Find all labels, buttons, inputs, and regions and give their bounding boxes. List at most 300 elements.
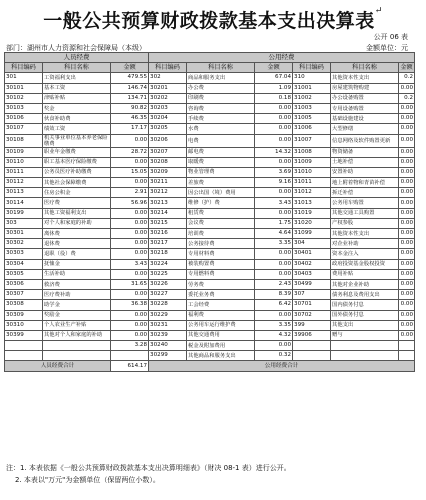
cell-amount: 0.00	[399, 114, 415, 124]
cell-name: 职工基本医疗保险缴费	[43, 157, 111, 167]
cell-code: 30214	[149, 208, 187, 218]
cell-code: 30224	[149, 259, 187, 269]
cell-code: 30109	[5, 147, 43, 157]
public-header: 公用经费	[149, 53, 415, 63]
table-row	[5, 147, 415, 157]
cell-amount: 0.00	[255, 157, 293, 167]
cell-name: 资本金注入	[331, 249, 399, 259]
table-row	[5, 134, 415, 147]
cell-name: 物资储备	[331, 147, 399, 157]
col-name-2: 科目名称	[187, 63, 255, 73]
cell-code: 30114	[5, 198, 43, 208]
cell-name: 对个人和家庭的补助	[43, 218, 111, 228]
cell-name: 拆迁补偿	[331, 188, 399, 198]
cell-amount: 0.00	[399, 249, 415, 259]
col-name-3: 科目名称	[331, 63, 399, 73]
cell-amount: 31.65	[111, 279, 149, 289]
col-code-1: 科目编码	[5, 63, 43, 73]
col-amount-1: 金额	[111, 63, 149, 73]
cell-code: 31005	[293, 114, 331, 124]
table-row	[5, 114, 415, 124]
cell-name: 手续费	[187, 114, 255, 124]
cell-name: 生活补助	[43, 269, 111, 279]
table-row	[5, 218, 415, 228]
expenditure-table	[4, 52, 415, 372]
col-code-3: 科目编码	[293, 63, 331, 73]
cell-name: 机关事业单位基本养老保险缴费	[43, 134, 111, 147]
table-row	[5, 188, 415, 198]
table-row	[5, 279, 415, 289]
cell-code: 30216	[149, 229, 187, 239]
cell-code: 30199	[5, 208, 43, 218]
cell-amount: 0.00	[399, 167, 415, 177]
cell-name: 其他资本性支出	[331, 229, 399, 239]
table-row	[5, 290, 415, 300]
table-row	[5, 167, 415, 177]
cell-amount: 0.00	[255, 114, 293, 124]
cell-amount: 0.00	[399, 188, 415, 198]
cell-amount: 4.32	[255, 330, 293, 340]
cell-amount: 3.28	[111, 341, 149, 351]
cell-name: 助学金	[43, 300, 111, 310]
cell-amount: 36.38	[111, 300, 149, 310]
cell-amount: 3.35	[255, 320, 293, 330]
public-total-label: 公用经费合计	[149, 361, 415, 371]
cell-amount: 0.00	[111, 269, 149, 279]
cell-code: 30702	[293, 310, 331, 320]
cell-code: 30101	[5, 83, 43, 93]
cell-code: 30208	[149, 157, 187, 167]
cell-code: 30203	[149, 103, 187, 113]
unit-label: 金额单位：元	[366, 44, 408, 52]
cell-code: 30202	[149, 93, 187, 103]
cell-amount: 0.00	[255, 259, 293, 269]
cell-code: 30206	[149, 134, 187, 147]
cell-code: 30403	[293, 269, 331, 279]
cell-amount: 56.96	[111, 198, 149, 208]
cell-name: 工会经费	[187, 300, 255, 310]
cell-name: 公务用车运行维护费	[187, 320, 255, 330]
cell-name: 水费	[187, 124, 255, 134]
cell-code: 30212	[149, 188, 187, 198]
cell-code: 30239	[149, 330, 187, 340]
cell-amount: 6.42	[255, 300, 293, 310]
cell-code: 31003	[293, 103, 331, 113]
cell-code: 31019	[293, 208, 331, 218]
cell-amount: 0.00	[399, 300, 415, 310]
table-row	[5, 341, 415, 351]
table-row	[5, 208, 415, 218]
cell-code: 31012	[293, 188, 331, 198]
cell-name: 劳务费	[187, 279, 255, 289]
cell-code: 303	[5, 218, 43, 228]
cell-code: 39906	[293, 330, 331, 340]
cell-amount: 46.35	[111, 114, 149, 124]
cell-code: 310	[293, 73, 331, 83]
cell-name: 取暖费	[187, 157, 255, 167]
table-row	[5, 73, 415, 83]
cell-name: 大型修缮	[331, 124, 399, 134]
cell-code: 30218	[149, 249, 187, 259]
col-name-1: 科目名称	[43, 63, 111, 73]
cell-amount: 0.00	[399, 83, 415, 93]
cell-name: 维修（护）费	[187, 198, 255, 208]
cell-name: 公务员医疗补助缴费	[43, 167, 111, 177]
cell-name: 办公费	[187, 83, 255, 93]
cell-amount: 15.05	[111, 167, 149, 177]
cell-code: 31010	[293, 167, 331, 177]
cell-code: 30102	[5, 93, 43, 103]
cell-name: 信息网络及软件购置更新	[331, 134, 399, 147]
cell-code: 399	[293, 320, 331, 330]
cell-name: 绩效工资	[43, 124, 111, 134]
cell-code: 30305	[5, 269, 43, 279]
cell-code: 30204	[149, 114, 187, 124]
cell-amount: 134.71	[111, 93, 149, 103]
cell-name	[43, 341, 111, 351]
cell-amount: 0.00	[399, 134, 415, 147]
cell-name: 其他交通工具购置	[331, 208, 399, 218]
table-row	[5, 83, 415, 93]
cell-name: 委托业务费	[187, 290, 255, 300]
cell-name: 奖金	[43, 103, 111, 113]
cell-name: 抚恤金	[43, 259, 111, 269]
cell-code: 30701	[293, 300, 331, 310]
cell-name: 税金及附加费用	[187, 341, 255, 351]
cell-name: 奖励金	[43, 310, 111, 320]
cell-name: 福利费	[187, 310, 255, 320]
cell-amount	[399, 341, 415, 351]
cell-name: 退休费	[43, 239, 111, 249]
cell-amount: 1.75	[255, 218, 293, 228]
cell-amount: 2.43	[255, 279, 293, 289]
cell-amount: 146.74	[111, 83, 149, 93]
table-row	[5, 249, 415, 259]
cell-name: 公务接待费	[187, 239, 255, 249]
cell-amount: 0.00	[255, 103, 293, 113]
cell-name: 被装购置费	[187, 259, 255, 269]
cell-amount: 0.00	[399, 330, 415, 340]
cell-amount: 0.00	[255, 124, 293, 134]
cell-name: 伙食补助费	[43, 114, 111, 124]
cell-name: 印刷费	[187, 93, 255, 103]
cell-code: 31009	[293, 157, 331, 167]
cell-code: 30217	[149, 239, 187, 249]
cell-code: 304	[293, 239, 331, 249]
cell-amount: 4.64	[255, 229, 293, 239]
table-row	[5, 300, 415, 310]
cell-amount: 0.00	[399, 290, 415, 300]
cell-code: 30110	[5, 157, 43, 167]
personnel-header: 人员经费	[5, 53, 149, 63]
cell-amount: 0.00	[399, 178, 415, 188]
cell-code: 31099	[293, 229, 331, 239]
cell-code	[293, 351, 331, 361]
cell-amount: 0.00	[399, 157, 415, 167]
cell-amount: 0.00	[399, 279, 415, 289]
cell-name: 政府投资基金股权投资	[331, 259, 399, 269]
cell-name	[43, 351, 111, 361]
cell-code: 30309	[5, 310, 43, 320]
cell-amount: 0.00	[399, 103, 415, 113]
cell-name: 其他支出	[331, 320, 399, 330]
cell-amount: 0.00	[399, 229, 415, 239]
cell-code: 31001	[293, 83, 331, 93]
cell-name: 救济费	[43, 279, 111, 289]
col-amount-2: 金额	[255, 63, 293, 73]
table-row	[5, 351, 415, 361]
cell-name: 基础设施建设	[331, 114, 399, 124]
cell-code: 30111	[5, 167, 43, 177]
cell-amount: 0.32	[255, 351, 293, 361]
cell-name: 专用设备购置	[331, 103, 399, 113]
table-row	[5, 229, 415, 239]
cell-name: 因公出国（境）费用	[187, 188, 255, 198]
cell-amount	[399, 351, 415, 361]
cell-amount: 3.35	[255, 239, 293, 249]
cell-name: 差旅费	[187, 178, 255, 188]
cell-name: 房屋建筑物购建	[331, 83, 399, 93]
cell-code: 30103	[5, 103, 43, 113]
table-row	[5, 124, 415, 134]
cell-code: 30201	[149, 83, 187, 93]
cell-amount: 0.00	[399, 218, 415, 228]
cell-amount: 0.00	[399, 147, 415, 157]
cell-code: 30302	[5, 239, 43, 249]
cell-amount: 0.00	[111, 208, 149, 218]
cell-code: 30225	[149, 269, 187, 279]
cell-amount: 0.00	[399, 198, 415, 208]
cell-name: 安置补助	[331, 167, 399, 177]
cell-name: 债务利息及费用支出	[331, 290, 399, 300]
cell-code: 30240	[149, 341, 187, 351]
cell-code: 31020	[293, 218, 331, 228]
cell-code: 30215	[149, 218, 187, 228]
cell-amount: 0.00	[255, 134, 293, 147]
cell-name	[331, 351, 399, 361]
cell-amount: 0.00	[111, 229, 149, 239]
cell-amount: 0.2	[399, 93, 415, 103]
cell-name: 国外债务付息	[331, 310, 399, 320]
cell-amount: 0.00	[255, 269, 293, 279]
cell-amount: 0.00	[111, 320, 149, 330]
cell-code: 30113	[5, 188, 43, 198]
report-title: 一般公共预算财政拨款基本支出决算表↵	[43, 6, 383, 32]
cell-code: 31002	[293, 93, 331, 103]
cell-code: 30229	[149, 310, 187, 320]
cell-code: 30307	[5, 290, 43, 300]
cell-name: 其他商品和服务支出	[187, 351, 255, 361]
cell-amount: 0.00	[111, 178, 149, 188]
cell-amount: 0.00	[399, 124, 415, 134]
col-amount-3: 金额	[399, 63, 415, 73]
personnel-total-label: 人员经费合计	[5, 361, 111, 371]
cell-code: 30306	[5, 279, 43, 289]
cell-name	[331, 341, 399, 351]
cell-amount: 67.04	[255, 73, 293, 83]
cell-code: 31011	[293, 178, 331, 188]
cell-code: 302	[149, 73, 187, 83]
cell-name: 会议费	[187, 218, 255, 228]
cell-amount: 0.00	[255, 341, 293, 351]
cell-amount: 0.00	[111, 134, 149, 147]
cell-code: 30304	[5, 259, 43, 269]
table-row	[5, 239, 415, 249]
cell-name: 其他社会保障缴费	[43, 178, 111, 188]
cell-name: 物业管理费	[187, 167, 255, 177]
cell-code: 31008	[293, 147, 331, 157]
cell-code: 30228	[149, 300, 187, 310]
cell-code: 301	[5, 73, 43, 83]
cell-name: 赠与	[331, 330, 399, 340]
table-row	[5, 310, 415, 320]
cell-code: 30226	[149, 279, 187, 289]
cell-amount: 0.00	[111, 310, 149, 320]
cell-code: 30303	[5, 249, 43, 259]
cell-amount: 0.00	[255, 208, 293, 218]
cell-amount: 0.00	[111, 249, 149, 259]
table-row	[5, 198, 415, 208]
cell-name: 其他资本性支出	[331, 73, 399, 83]
cell-amount: 0.2	[399, 73, 415, 83]
cell-name: 其他对企业补助	[331, 279, 399, 289]
cell-code: 30213	[149, 198, 187, 208]
cell-code: 30402	[293, 259, 331, 269]
cell-amount: 0.00	[399, 208, 415, 218]
cell-code: 30209	[149, 167, 187, 177]
cell-code: 30106	[5, 114, 43, 124]
cell-code: 30112	[5, 178, 43, 188]
cell-code: 30499	[293, 279, 331, 289]
cell-name: 咨询费	[187, 103, 255, 113]
col-code-2: 科目编码	[149, 63, 187, 73]
department-label: 部门：湖州市人力资源和社会保障局（本级）	[6, 44, 146, 52]
cell-code: 30227	[149, 290, 187, 300]
table-row	[5, 93, 415, 103]
cell-amount: 0.00	[111, 218, 149, 228]
cell-name: 其他工资福利支出	[43, 208, 111, 218]
cell-amount: 0.00	[255, 310, 293, 320]
cell-name: 商品和服务支出	[187, 73, 255, 83]
cell-amount	[111, 351, 149, 361]
cell-amount: 28.72	[111, 147, 149, 157]
cell-amount: 17.17	[111, 124, 149, 134]
cell-amount: 0.00	[255, 249, 293, 259]
cell-name: 职业年金缴费	[43, 147, 111, 157]
cell-amount: 0.00	[399, 269, 415, 279]
cell-amount: 1.09	[255, 83, 293, 93]
table-row	[5, 320, 415, 330]
cell-name: 基本工资	[43, 83, 111, 93]
cell-amount: 0.00	[111, 239, 149, 249]
cell-code	[293, 341, 331, 351]
table-row	[5, 259, 415, 269]
cell-name: 对企业补助	[331, 239, 399, 249]
table-row	[5, 157, 415, 167]
cell-amount: 2.91	[111, 188, 149, 198]
paragraph-mark: ↵	[374, 6, 383, 16]
cell-name: 国内债务付息	[331, 300, 399, 310]
cell-amount: 3.43	[255, 198, 293, 208]
cell-name: 费用补贴	[331, 269, 399, 279]
cell-amount: 0.00	[255, 188, 293, 198]
table-row	[5, 330, 415, 340]
table-number: 公开 06 表	[373, 33, 408, 41]
cell-amount: 0.18	[255, 93, 293, 103]
note-1: 注：1. 本表依据《一般公共预算财政拨款基本支出决算明细表》（财决 08-1 表）进行公开。	[6, 464, 291, 472]
cell-amount: 479.55	[111, 73, 149, 83]
cell-code: 31007	[293, 134, 331, 147]
cell-amount: 90.82	[111, 103, 149, 113]
cell-code	[5, 341, 43, 351]
cell-name: 离休费	[43, 229, 111, 239]
cell-amount: 0.00	[399, 259, 415, 269]
cell-name: 住房公积金	[43, 188, 111, 198]
cell-name: 其他交通费用	[187, 330, 255, 340]
cell-name: 退职（役）费	[43, 249, 111, 259]
cell-name: 地上附着物和青苗补偿	[331, 178, 399, 188]
table-body	[5, 73, 415, 361]
cell-amount: 14.32	[255, 147, 293, 157]
personnel-total-value: 614.17	[111, 361, 149, 371]
cell-amount: 0.00	[399, 320, 415, 330]
cell-code: 30108	[5, 134, 43, 147]
cell-amount: 0.00	[111, 157, 149, 167]
cell-code	[5, 351, 43, 361]
cell-name: 个人农业生产补贴	[43, 320, 111, 330]
cell-amount: 3.69	[255, 167, 293, 177]
cell-name: 医疗费	[43, 198, 111, 208]
cell-code: 30211	[149, 178, 187, 188]
cell-code: 30231	[149, 320, 187, 330]
cell-amount: 8.39	[255, 290, 293, 300]
cell-name: 津贴补贴	[43, 93, 111, 103]
cell-name: 电费	[187, 134, 255, 147]
cell-name: 产权参股	[331, 218, 399, 228]
cell-code: 30310	[5, 320, 43, 330]
cell-code: 30299	[149, 351, 187, 361]
cell-amount: 0.00	[399, 239, 415, 249]
cell-name: 工资福利支出	[43, 73, 111, 83]
cell-name: 医疗费补助	[43, 290, 111, 300]
cell-code: 30399	[5, 330, 43, 340]
cell-name: 其他对个人和家庭的补助	[43, 330, 111, 340]
cell-code: 31006	[293, 124, 331, 134]
cell-name: 土地补偿	[331, 157, 399, 167]
cell-amount: 9.16	[255, 178, 293, 188]
table-row	[5, 178, 415, 188]
cell-amount: 3.43	[111, 259, 149, 269]
cell-code: 307	[293, 290, 331, 300]
cell-code: 30205	[149, 124, 187, 134]
cell-amount: 0.00	[111, 290, 149, 300]
cell-code: 30207	[149, 147, 187, 157]
cell-amount: 0.00	[111, 330, 149, 340]
table-row	[5, 103, 415, 113]
cell-code: 31013	[293, 198, 331, 208]
cell-name: 培训费	[187, 229, 255, 239]
cell-name: 租赁费	[187, 208, 255, 218]
cell-name: 办公设备购置	[331, 93, 399, 103]
cell-name: 专用燃料费	[187, 269, 255, 279]
cell-code: 30308	[5, 300, 43, 310]
note-2: 2. 本表以"万元"为金额单位（保留两位小数）。	[15, 476, 160, 484]
cell-code: 30401	[293, 249, 331, 259]
cell-name: 专用材料费	[187, 249, 255, 259]
cell-amount: 0.00	[399, 310, 415, 320]
cell-name: 邮电费	[187, 147, 255, 157]
cell-code: 30301	[5, 229, 43, 239]
